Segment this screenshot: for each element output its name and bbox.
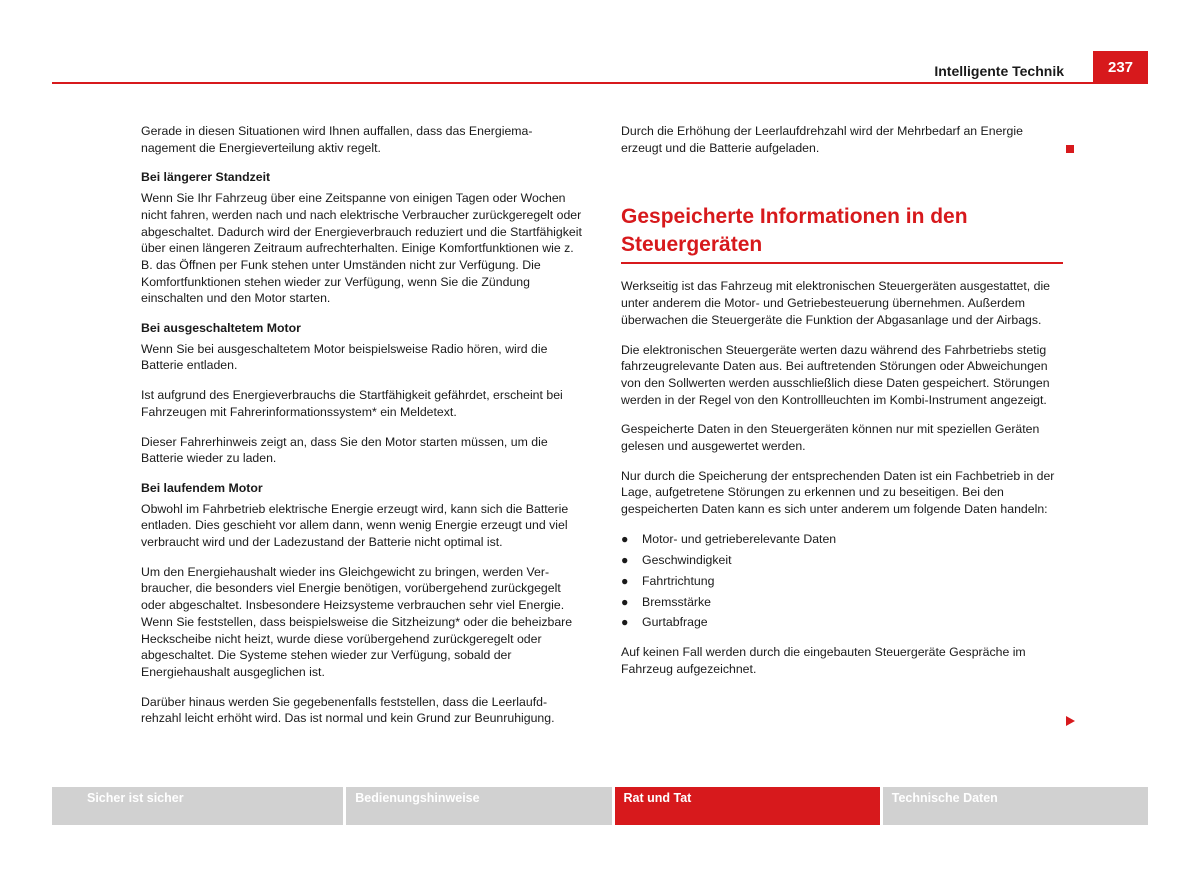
section-title: Gespeicherte Informationen in den Steuergeräten [621,205,968,257]
right-column [621,123,1063,691]
list-item [621,573,1063,590]
list-item [621,594,1063,611]
stored-data-list [621,531,1063,631]
paragraph: Dieser Fahrerhinweis zeigt an, dass Sie den Motor starten müssen, um die Batterie wieder zu laden. [141,434,548,466]
paragraph: Um den Energiehaushalt wieder ins Gleichgewicht zu bringen, werden Verbraucher, die besonders viel Energie benötigen, vorübergehend zurückgegelt oder abgeschaltet. Insbesondere Heizsysteme verbrauchen sehr viel Energie. Wenn Sie feststellen, dass beispielsweise die Sitzheizung* oder die beheizbare Heckscheibe nicht heizt, wurde diese vorübergehend zurückgeregelt oder abgeschaltet. Die Systeme stehen wieder zur Verfügung, sobald der Energiehaushalt ausgeglichen ist. [141,564,573,679]
paragraph: Gespeicherte Daten in den Steuergeräten können nur mit speziellen Geräten gelesen und ausgewertet werden. [621,422,1040,454]
list-item-text: Fahrtrichtung [642,573,715,588]
bullet-icon: ● [621,594,629,609]
subheading-laufend: Bei laufendem Motor [141,480,263,495]
subheading-ausgeschaltet: Bei ausgeschaltetem Motor [141,321,301,336]
bullet-icon: ● [621,615,629,630]
list-item [621,614,1063,631]
paragraph: Die elektronischen Steuergeräte werten dazu während des Fahrbetriebs stetig fahrzeugrelevante Daten aus. Bei auftretenden Störungen oder Abweichungen von den Sollwerten werden ausschließlich diese Daten gespeichert. Störungen werden in der Regel von den Kontrollleuchten im Kombi-Instrument angezeigt. [621,342,1050,407]
list-item-text: Geschwindigkeit [642,552,732,567]
paragraph: Durch die Erhöhung der Leerlaufdrehzahl wird der Mehrbedarf an Energie erzeugt und die Batterie aufgeladen. [621,124,1023,155]
subheading-standzeit: Bei längerer Standzeit [141,170,271,185]
footer-tab-rat-und-tat[interactable]: Rat und Tat [615,787,880,825]
paragraph: Auf keinen Fall werden durch die eingebauten Steuergeräte Gespräche im Fahrzeug aufgezeichnet. [621,645,1026,676]
bullet-icon: ● [621,552,629,567]
end-of-section-square-icon [1066,145,1074,153]
list-item [621,552,1063,569]
paragraph: Ist aufgrund des Energieverbrauchs die Startfähigkeit gefährdet, erscheint bei Fahrzeugen mit Fahrerinformationssystem* ein Meldetext. [141,388,563,419]
bullet-icon: ● [621,531,629,546]
running-header-title: Intelligente Technik [934,63,1064,79]
list-item-text: Gurtabfrage [642,615,708,630]
list-item-text: Motor- und getrieberelevante Daten [642,531,837,546]
footer-tab-bedienungshinweise[interactable]: Bedienungshinweise [346,787,611,825]
page-number: 237 [1093,51,1148,84]
continue-arrow-icon [1066,716,1075,726]
left-column [141,123,583,740]
paragraph: Nur durch die Speicherung der entsprechenden Daten ist ein Fachbetrieb in der Lage, aufgetretene Störungen zu erkennen und zu beseitigen. Bei den gespeicherten Daten kann es sich unter anderem um folgende Daten handeln: [621,468,1055,517]
paragraph: Darüber hinaus werden Sie gegebenenfalls feststellen, dass die Leerlaufdrehzahl leicht erhöht wird. Das ist normal und kein Grund zur Beunruhigung. [141,694,555,726]
footer-tab-sicher-ist-sicher[interactable]: Sicher ist sicher [52,787,343,825]
list-item [621,531,1063,548]
paragraph: Werkseitig ist das Fahrzeug mit elektronischen Steuergeräten ausgestattet, die unter anderem die Motor- und Getriebesteuerung übernehmen. Außerdem überwachen die Steuergeräte die Funktion der Abgasanlage und der Airbags. [621,279,1051,327]
header-rule [52,82,1148,84]
section-title-rule [621,262,1063,264]
list-item-text: Bremsstärke [642,594,712,609]
bullet-icon: ● [621,573,629,588]
footer-navigation [52,787,1148,825]
paragraph: Gerade in diesen Situationen wird Ihnen auffallen, dass das Energiemanagement die Energieverteilung aktiv regelt. [141,124,533,155]
footer-tab-technische-daten[interactable]: Technische Daten [883,787,1148,825]
paragraph: Wenn Sie bei ausgeschaltetem Motor beispielsweise Radio hören, wird die Batterie entladen. [141,341,548,373]
paragraph: Obwohl im Fahrbetrieb elektrische Energie erzeugt wird, kann sich die Batterie entladen. Dies geschieht vor allem dann, wenn wenig Energie erzeugt und viel verbraucht wird und der Ladezustand der Batterie nicht optimal ist. [141,501,569,550]
paragraph: Wenn Sie Ihr Fahrzeug über eine Zeitspanne von einigen Tagen oder Wochen nicht fahren, werden nach und nach elektrische Verbraucher zurückgeregelt oder abgeschaltet. Dadurch wird der Energieverbrauch reduziert und die Startfähigkeit über einen längeren Zeitraum aufrechterhalten. Einige Komfortfunktionen wie z. B. das Öffnen per Funk stehen unter Umständen nicht zur Verfügung. Die Komfortfunktionen stehen wieder zur Verfügung, wenn Sie die Zündung einschalten und den Motor starten. [141,191,582,306]
